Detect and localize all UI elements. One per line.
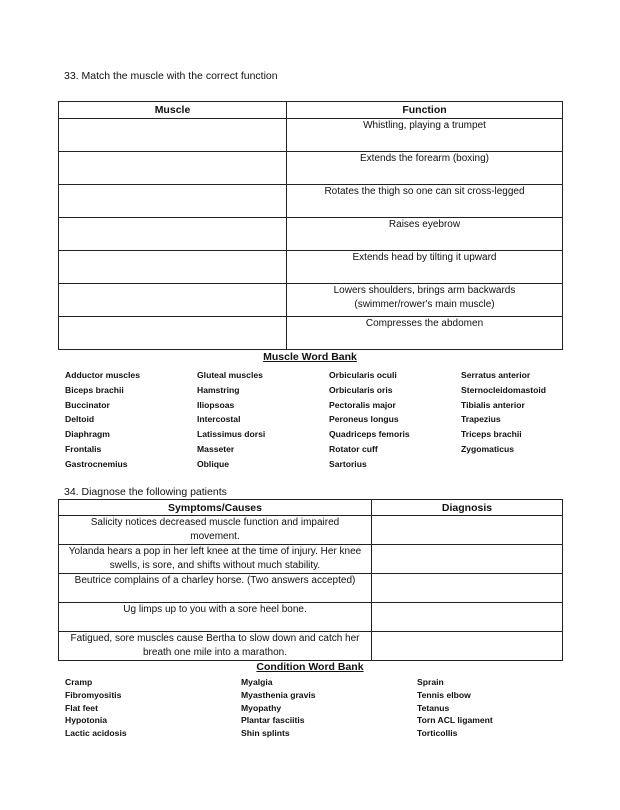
diagnosis-answer-cell[interactable]	[372, 632, 563, 661]
function-cell: Raises eyebrow	[287, 218, 563, 251]
symptoms-column-header: Symptoms/Causes	[59, 500, 372, 516]
muscle-bank-column	[461, 368, 546, 457]
condition-bank-term: Hypotonia	[65, 715, 108, 726]
muscle-answer-cell[interactable]	[59, 152, 287, 185]
muscle-bank-term: Adductor muscles	[65, 370, 140, 380]
muscle-answer-cell[interactable]	[59, 119, 287, 152]
function-column-header: Function	[287, 102, 563, 119]
function-cell: Extends head by tilting it upward	[287, 251, 563, 284]
muscle-bank-term: Trapezius	[461, 414, 501, 425]
muscle-bank-term: Oblique	[197, 458, 229, 469]
condition-bank-column	[65, 676, 127, 740]
question-34-prompt: 34. Diagnose the following patients	[64, 486, 227, 498]
function-cell: Whistling, playing a trumpet	[287, 119, 563, 152]
muscle-bank-term: Quadriceps femoris	[329, 429, 410, 440]
muscle-bank-term: Masseter	[197, 443, 235, 454]
symptoms-cell: Yolanda hears a pop in her left knee at the time of injury. Her knee swells, is sore, and shifts without much stability.	[59, 545, 372, 574]
condition-bank-term: Fibromyositis	[65, 689, 122, 700]
muscle-bank-term: Triceps brachii	[461, 429, 522, 440]
muscle-bank-term: Gastrocnemius	[65, 458, 128, 469]
diagnosis-column-header: Diagnosis	[372, 500, 563, 516]
function-cell: Extends the forearm (boxing)	[287, 152, 563, 185]
diagnosis-table	[58, 499, 563, 661]
condition-bank-column	[417, 676, 493, 740]
function-cell: Compresses the abdomen	[287, 317, 563, 350]
muscle-bank-term: Sternocleidomastoid	[461, 384, 546, 395]
condition-bank-term: Myalgia	[241, 677, 273, 687]
condition-bank-term: Myopathy	[241, 702, 282, 713]
diagnosis-answer-cell[interactable]	[372, 574, 563, 603]
condition-bank-term: Torn ACL ligament	[417, 715, 493, 726]
muscle-bank-term: Zygomaticus	[461, 443, 515, 454]
muscle-answer-cell[interactable]	[59, 284, 287, 317]
symptoms-cell: Fatigued, sore muscles cause Bertha to slow down and catch her breath one mile into a marathon.	[59, 632, 372, 661]
function-cell: Rotates the thigh so one can sit cross-legged	[287, 185, 563, 218]
muscle-answer-cell[interactable]	[59, 251, 287, 284]
muscle-bank-term: Orbicularis oculi	[329, 370, 397, 380]
symptoms-cell: Ug limps up to you with a sore heel bone.	[59, 603, 372, 632]
muscle-answer-cell[interactable]	[59, 317, 287, 350]
condition-bank-term: Lactic acidosis	[65, 728, 127, 739]
muscle-bank-term: Diaphragm	[65, 429, 110, 440]
muscle-bank-term: Hamstring	[197, 384, 240, 395]
condition-bank-term: Flat feet	[65, 702, 98, 713]
question-33-prompt: 33. Match the muscle with the correct function	[64, 70, 278, 82]
muscle-bank-term: Iliopsoas	[197, 399, 235, 410]
symptoms-cell: Salicity notices decreased muscle function and impaired movement.	[59, 516, 372, 545]
muscle-bank-column	[329, 368, 410, 472]
condition-bank-column	[241, 676, 316, 740]
muscle-bank-term: Intercostal	[197, 414, 241, 425]
function-cell: Lowers shoulders, brings arm backwards (swimmer/rower's main muscle)	[287, 284, 563, 317]
condition-bank-term: Torticollis	[417, 728, 458, 739]
diagnosis-answer-cell[interactable]	[372, 545, 563, 574]
muscle-bank-term: Biceps brachii	[65, 384, 124, 395]
condition-bank-term: Cramp	[65, 677, 93, 687]
muscle-bank-column	[65, 368, 140, 472]
condition-word-bank-title: Condition Word Bank	[256, 661, 364, 673]
muscle-bank-term: Serratus anterior	[461, 370, 531, 380]
muscle-word-bank-title: Muscle Word Bank	[263, 351, 357, 363]
muscle-bank-term: Pectoralis major	[329, 399, 396, 410]
muscle-bank-term: Gluteal muscles	[197, 370, 263, 380]
muscle-bank-term: Tibialis anterior	[461, 399, 525, 410]
condition-bank-term: Myasthenia gravis	[241, 689, 316, 700]
diagnosis-answer-cell[interactable]	[372, 603, 563, 632]
muscle-bank-term: Deltoid	[65, 414, 95, 425]
muscle-function-table	[58, 101, 563, 350]
muscle-bank-term: Orbicularis oris	[329, 384, 393, 395]
muscle-bank-term: Frontalis	[65, 443, 102, 454]
muscle-bank-term: Rotator cuff	[329, 443, 378, 454]
muscle-column-header: Muscle	[59, 102, 287, 119]
muscle-bank-column	[197, 368, 265, 472]
muscle-bank-term: Buccinator	[65, 399, 110, 410]
muscle-bank-term: Sartorius	[329, 458, 367, 469]
condition-bank-term: Tennis elbow	[417, 689, 471, 700]
condition-bank-term: Plantar fasciitis	[241, 715, 305, 726]
symptoms-cell: Beutrice complains of a charley horse. (Two answers accepted)	[59, 574, 372, 603]
diagnosis-answer-cell[interactable]	[372, 516, 563, 545]
condition-bank-term: Shin splints	[241, 728, 290, 739]
condition-bank-term: Tetanus	[417, 702, 450, 713]
muscle-bank-term: Peroneus longus	[329, 414, 399, 425]
muscle-bank-term: Latissimus dorsi	[197, 429, 266, 440]
condition-bank-term: Sprain	[417, 677, 444, 687]
muscle-answer-cell[interactable]	[59, 185, 287, 218]
muscle-answer-cell[interactable]	[59, 218, 287, 251]
